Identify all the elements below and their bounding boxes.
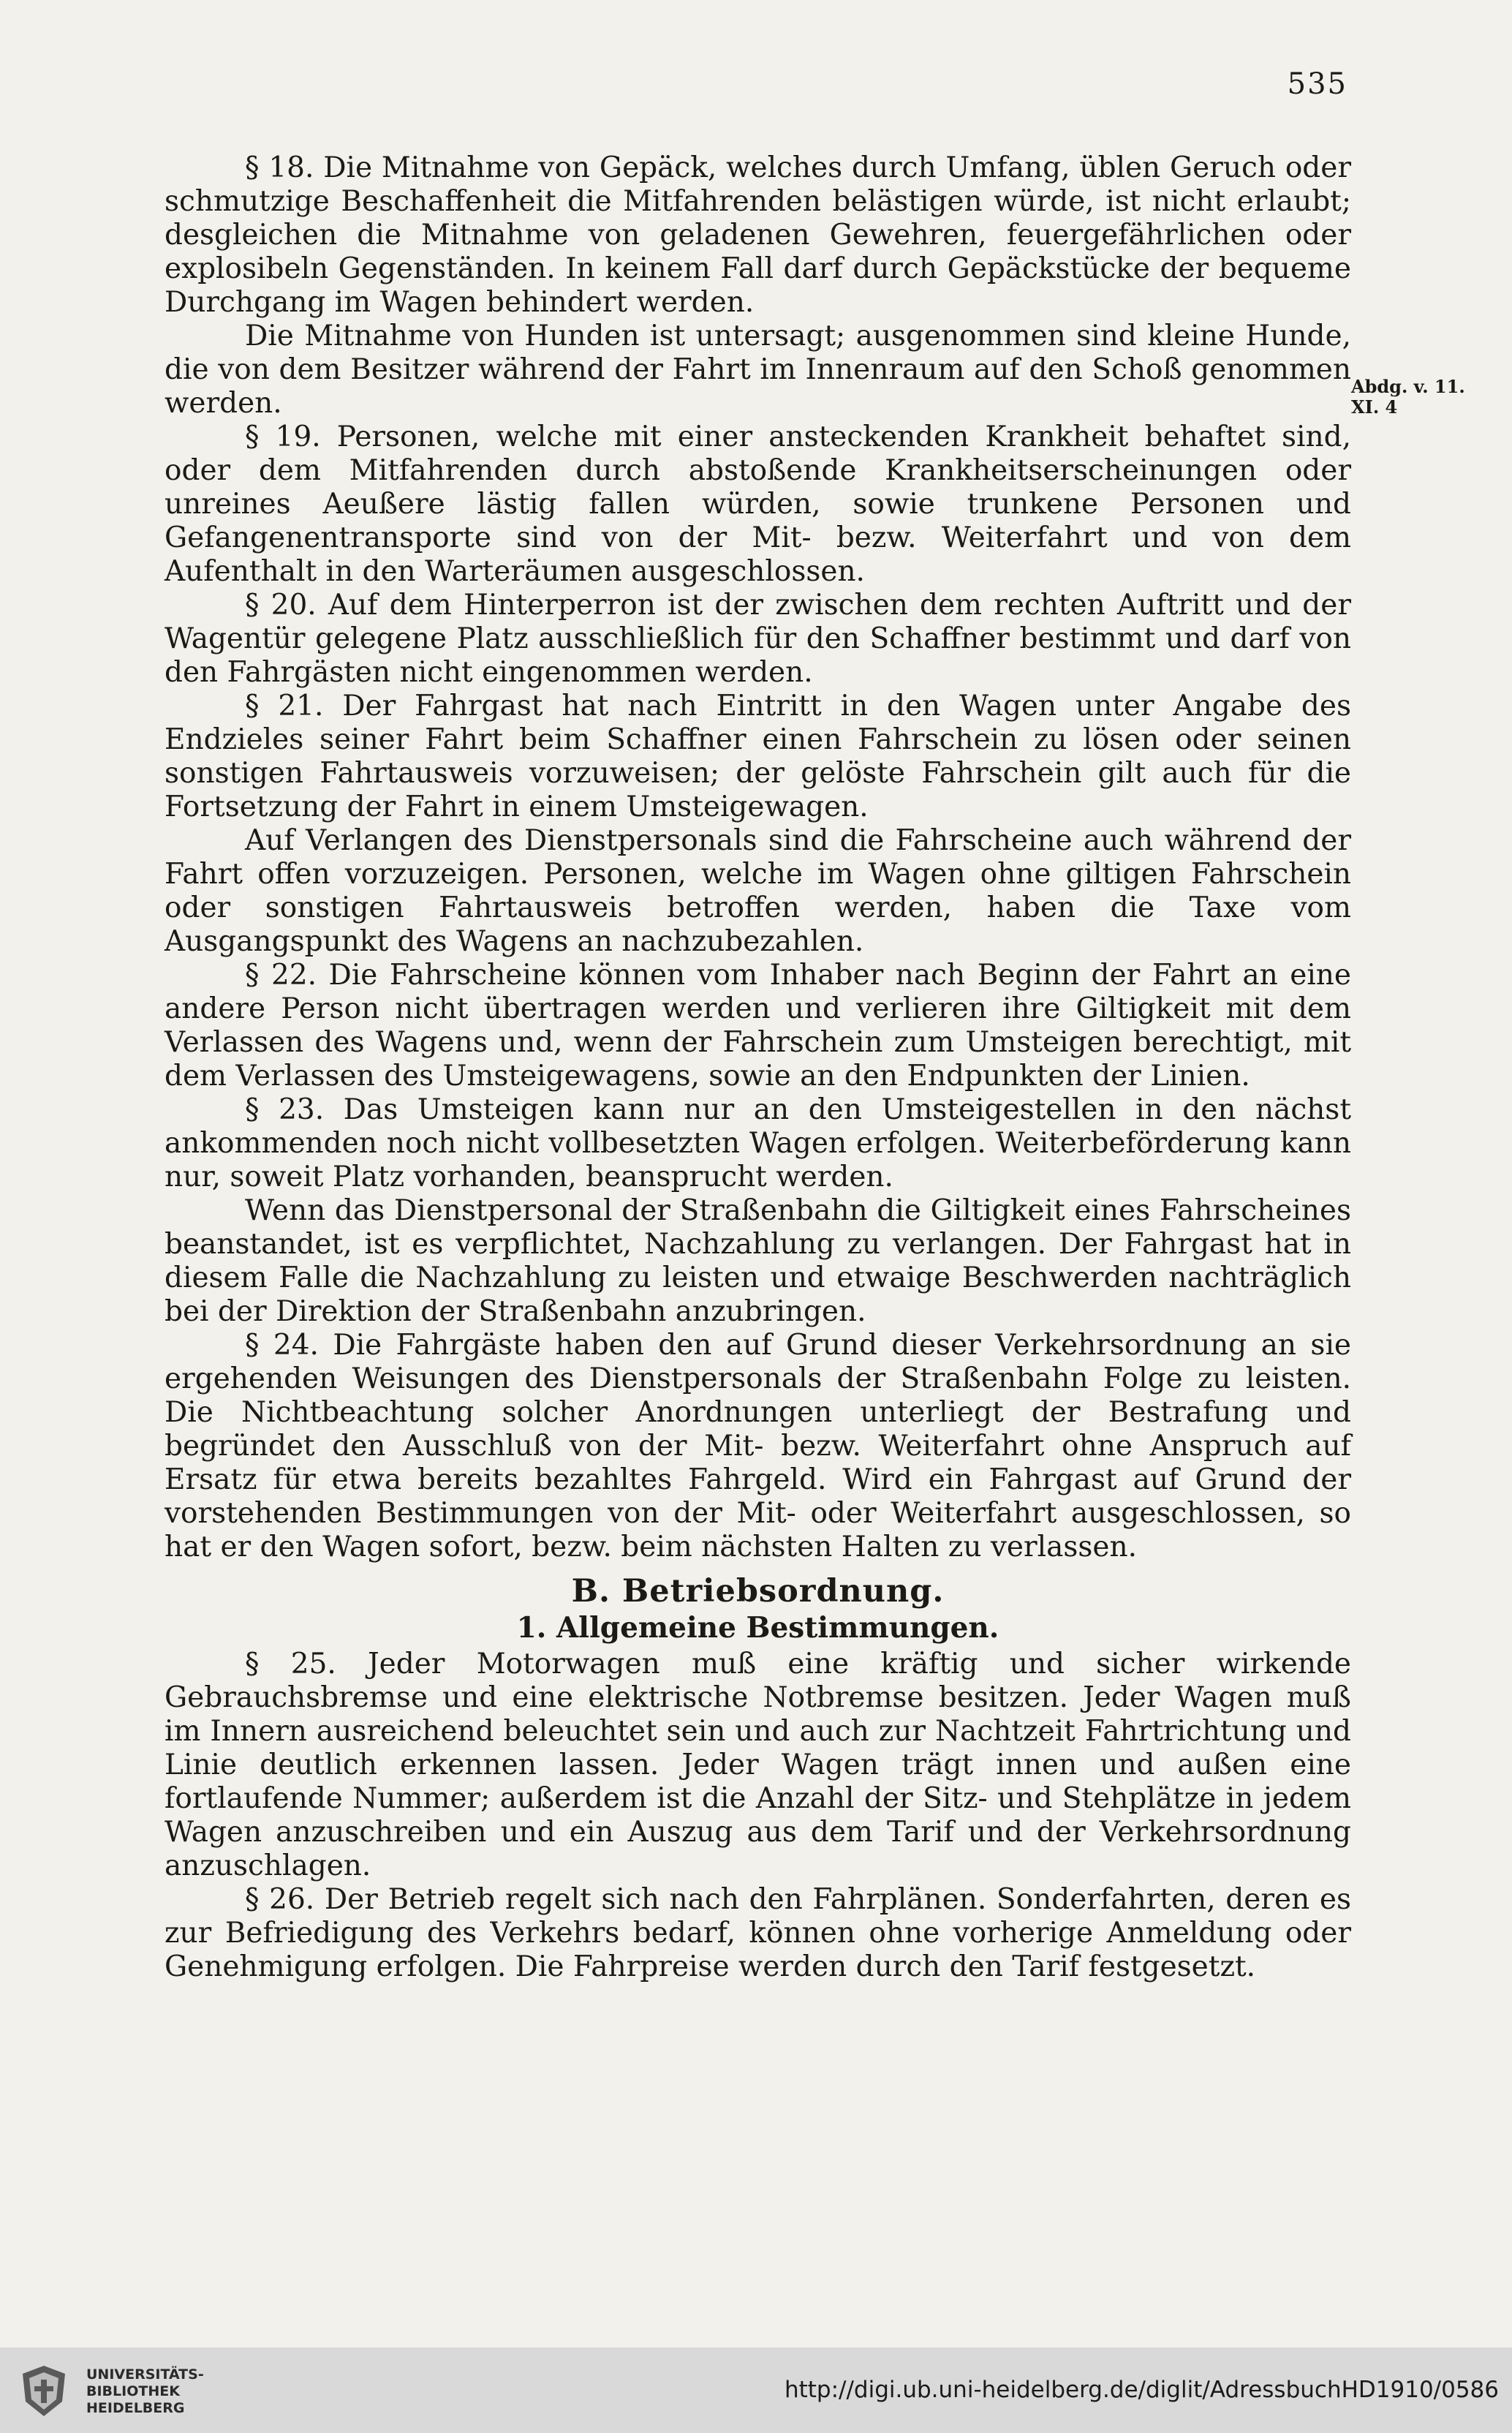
paragraph-18-dogs: Die Mitnahme von Hunden ist untersagt; ausgenommen sind kleine Hunde, die von dem Besitzer während der Fahrt im Innenraum auf den Schoß genommen werden. — [165, 320, 1351, 420]
paragraph-20: § 20. Auf dem Hinterperron ist der zwischen dem rechten Auftritt und der Wagentür gelegene Platz ausschließlich für den Schaffner bestimmt und darf von den Fahrgästen nicht eingenommen werden. — [165, 589, 1351, 689]
library-line-1: UNIVERSITÄTS- — [86, 2366, 204, 2383]
section-heading: B. Betriebsordnung. — [571, 1573, 945, 1610]
paragraph-23-validity: Wenn das Dienstpersonal der Straßenbahn die Giltigkeit eines Fahrscheines beanstandet, ist es verpflichtet, Nachzahlung zu verlangen. Der Fahrgast hat in diesem Falle die Nachzahlung zu leisten und etwaige Beschwerden nachträglich bei der Direktion der Straßenbahn anzubringen. — [165, 1194, 1351, 1328]
subsection-heading: 1. Allgemeine Bestimmungen. — [516, 1611, 999, 1645]
paragraph-23: § 23. Das Umsteigen kann nur an den Umsteigestellen in den nächst ankommenden noch nicht vollbesetzten Wagen erfolgen. Weiterbeförderung kann nur, soweit Platz vorhanden, beansprucht werden. — [165, 1093, 1351, 1193]
paragraph-22: § 22. Die Fahrscheine können vom Inhaber nach Beginn der Fahrt an eine andere Person nicht übertragen werden und verlieren ihre Giltigkeit mit dem Verlassen des Wagens und, wenn der Fahrschein zum Umsteigen berechtigt, mit dem Verlassen des Umsteigewagens, sowie an den Endpunkten der Linien. — [165, 959, 1351, 1093]
margin-annotation: Abdg. v. 11. XI. 4 — [1351, 376, 1465, 418]
paragraph-26: § 26. Der Betrieb regelt sich nach den Fahrplänen. Sonderfahrten, deren es zur Befriedigung des Verkehrs bedarf, können ohne vorherige Anmeldung oder Genehmigung erfolgen. Die Fahrpreise werden durch den Tarif festgesetzt. — [165, 1883, 1351, 1983]
paragraph-21-tickets: Auf Verlangen des Dienstpersonals sind die Fahrscheine auch während der Fahrt offen vorzuzeigen. Personen, welche im Wagen ohne giltigen Fahrschein oder sonstigen Fahrtausweis betroffen werden, haben die Taxe vom Ausgangspunkt des Wagens an nachzubezahlen. — [165, 824, 1351, 958]
paragraph-25: § 25. Jeder Motorwagen muß eine kräftig und sicher wirkende Gebrauchsbremse und eine elektrische Notbremse besitzen. Jeder Wagen muß im Innern ausreichend beleuchtet sein und auch zur Nachtzeit Fahrtrichtung und Linie deutlich erkennen lassen. Jeder Wagen trägt innen und außen eine fortlaufende Nummer; außerdem ist die Anzahl der Sitz- und Stehplätze in jedem Wagen anzuschreiben und ein Auszug aus dem Tarif und der Verkehrsordnung anzuschlagen. — [165, 1648, 1351, 1882]
library-line-2: BIBLIOTHEK — [86, 2383, 180, 2399]
paragraph-24: § 24. Die Fahrgäste haben den auf Grund dieser Verkehrsordnung an sie ergehenden Weisungen des Dienstpersonals der Straßenbahn Folge zu leisten. Die Nichtbeachtung solcher Anordnungen unterliegt der Bestrafung und begründet den Ausschluß von der Mit- bezw. Weiterfahrt ohne Anspruch auf Ersatz für etwa bereits bezahltes Fahrgeld. Wird ein Fahrgast auf Grund der vorstehenden Bestimmungen von der Mit- oder Weiterfahrt ausgeschlossen, so hat er den Wagen sofort, bezw. beim nächsten Halten zu verlassen. — [165, 1329, 1351, 1563]
footer-bar — [0, 2347, 1512, 2433]
library-name — [86, 2366, 204, 2417]
body-text — [165, 151, 1351, 1984]
library-line-3: HEIDELBERG — [86, 2400, 185, 2416]
university-seal-icon — [18, 2364, 69, 2418]
source-url-link[interactable]: http://digi.ub.uni-heidelberg.de/diglit/AdressbuchHD1910/0586 — [784, 2377, 1499, 2403]
paragraph-21: § 21. Der Fahrgast hat nach Eintritt in den Wagen unter Angabe des Endzieles seiner Fahrt beim Schaffner einen Fahrschein zu lösen oder seinen sonstigen Fahrtausweis vorzuweisen; der gelöste Fahrschein gilt auch für die Fortsetzung der Fahrt in einem Umsteigewagen. — [165, 690, 1351, 823]
page-number: 535 — [1287, 67, 1347, 101]
paragraph-18: § 18. Die Mitnahme von Gepäck, welches durch Umfang, üblen Geruch oder schmutzige Beschaffenheit die Mitfahrenden belästigen würde, ist nicht erlaubt; desgleichen die Mitnahme von geladenen Gewehren, feuergefährlichen oder explosibeln Gegenständen. In keinem Fall darf durch Gepäckstücke der bequeme Durchgang im Wagen behindert werden. — [165, 151, 1351, 319]
paragraph-19: § 19. Personen, welche mit einer ansteckenden Krankheit behaftet sind, oder dem Mitfahrenden durch abstoßende Krankheitserscheinungen oder unreines Aeußere lästig fallen würden, sowie trunkene Personen und Gefangenentransporte sind von der Mit- bezw. Weiterfahrt und von dem Aufenthalt in den Warteräumen ausgeschlossen. — [165, 420, 1351, 588]
